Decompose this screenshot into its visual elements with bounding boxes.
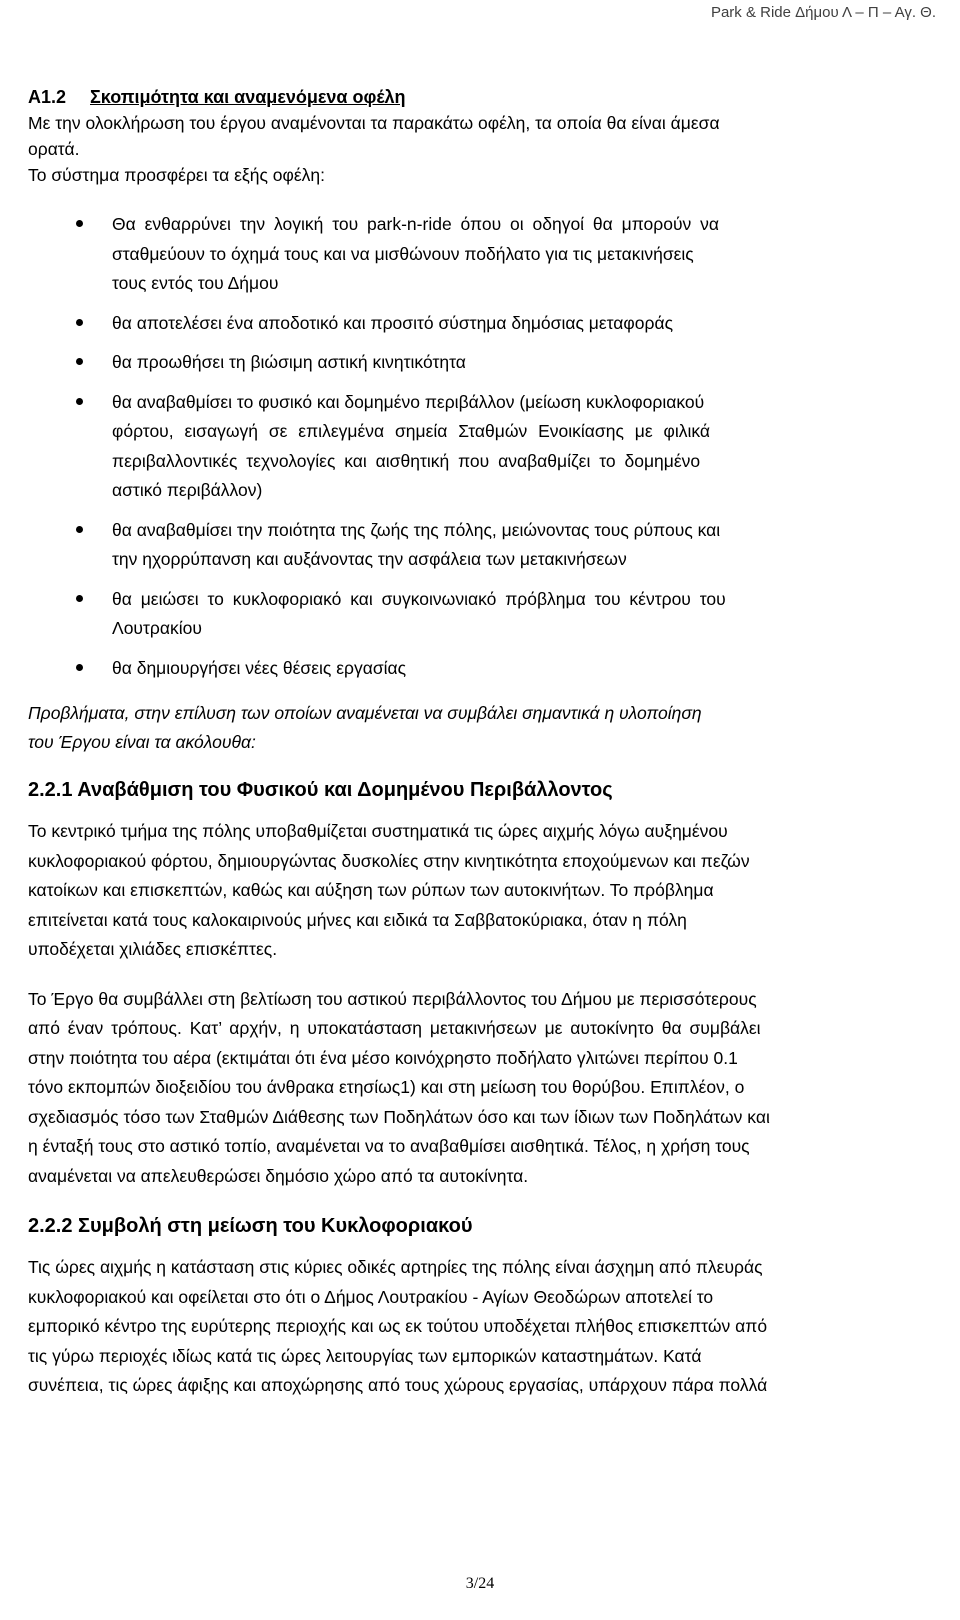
bullet-line: σταθμεύουν το όχημά τους και να μισθώνουν ποδήλατο για τις μετακινήσεις [112,243,694,264]
bullet-line: θα αναβαθμίσει το φυσικό και δομημένο περιβάλλον (μείωση κυκλοφοριακού [112,391,705,412]
paragraph-line: αναμένεται να απελευθερώσει δημόσιο χώρο από τα αυτοκίνητα. [28,1165,529,1186]
paragraph-line: κυκλοφοριακού και οφείλεται στο ότι ο Δήμος Λουτρακίου - Αγίων Θεοδώρων αποτελεί το [28,1286,714,1307]
bullet-line: περιβαλλοντικές τεχνολογίες και αισθητική που αναβαθμίζει το δομημένο [112,450,701,471]
bullet-line: Θα ενθαρρύνει την λογική του park-n-ride όπου οι οδηγοί θα μπορούν να [112,214,720,234]
list-item [28,210,928,299]
section-heading-221: 2.2.1 Αναβάθμιση του Φυσικού και Δομημένου Περιβάλλοντος [28,779,613,801]
bullet-icon [76,664,83,671]
list-item [28,516,928,575]
bullet-line: αστικό περιβάλλον) [112,480,263,500]
paragraph-line: τις γύρω περιοχές ιδίως κατά τις ώρες λειτουργίας των εμπορικών καταστημάτων. Κατά [28,1345,702,1366]
section-heading-a12 [28,84,928,110]
bullet-line: θα μειώσει το κυκλοφοριακό και συγκοινωνιακό πρόβλημα του κέντρου του [112,588,726,609]
paragraph-line: στην ποιότητα του αέρα (εκτιμάται ότι ένα μέσο κοινόχρηστο ποδήλατο γλιτώνει περίπου 0.1 [28,1047,738,1068]
paragraph-line: κυκλοφοριακού φόρτου, δημιουργώντας δυσκολίες στην κινητικότητα εποχούμενων και πεζών [28,850,750,871]
bullet-icon [76,595,83,602]
list-item [28,348,928,378]
paragraph-line: από έναν τρόπους. Κατ’ αρχήν, η υποκατάσταση μετακινήσεων με αυτοκίνητο θα συμβάλει [28,1018,761,1038]
bullet-line: την ηχορρύπανση και αυξάνοντας την ασφάλεια των μετακινήσεων [112,549,627,569]
paragraph-line: η ένταξή τους στο αστικό τοπίο, αναμένεται να το αναβαθμίσει αισθητικά. Τέλος, η χρήση τους [28,1136,750,1156]
paragraph-line: συνέπεια, τις ώρες άφιξης και αποχώρησης από τους χώρους εργασίας, υπάρχουν πάρα πολλά [28,1375,768,1395]
bullet-line: φόρτου, εισαγωγή σε επιλεγμένα σημεία Σταθμών Ενοικίασης με φιλικά [112,421,711,441]
paragraph-line: υποδέχεται χιλιάδες επισκέπτες. [28,939,278,959]
list-item [28,388,928,506]
bullet-icon [76,398,83,405]
bullet-line: τους εντός του Δήμου [112,273,279,293]
paragraph [28,985,928,1192]
problems-intro [28,699,928,757]
paragraph-line: κατοίκων και επισκεπτών, καθώς και αύξηση των ρύπων των αυτοκινήτων. Το πρόβλημα [28,880,714,900]
paragraph-line: εμπορικό κέντρο της ευρύτερης περιοχής και ως εκ τούτου υποδέχεται πλήθος επισκεπτών από [28,1316,768,1336]
paragraph-line: Το κεντρικό τμήμα της πόλης υποβαθμίζεται συστηματικά τις ώρες αιχμής λόγω αυξημένου [28,821,728,841]
paragraph-line: σχεδιασμός τόσο των Σταθμών Διάθεσης των Ποδηλάτων όσο και των ίδιων των Ποδηλάτων και [28,1106,770,1127]
page-number: 3/24 [465,1575,495,1592]
bullet-line: θα αναβαθμίσει την ποιότητα της ζωής της πόλης, μειώνοντας τους ρύπους και [112,519,721,540]
bullet-line: Λουτρακίου [112,618,202,638]
running-header: Park & Ride Δήμου Λ – Π – Αγ. Θ. [710,4,936,21]
paragraph-line: επιτείνεται κατά τους καλοκαιρινούς μήνες και ειδικά τα Σαββατοκύριακα, όταν η πόλη [28,909,687,930]
bullet-line: θα αποτελέσει ένα αποδοτικό και προσιτό σύστημα δημόσιας μεταφοράς [112,312,674,333]
paragraph [28,1253,928,1401]
intro-line: Με την ολοκλήρωση του έργου αναμένονται τα παρακάτω οφέλη, τα οποία θα είναι άμεσα [28,113,720,133]
paragraph [28,817,928,965]
bullet-icon [76,319,83,326]
paragraph-line: Τις ώρες αιχμής η κατάσταση στις κύριες οδικές αρτηρίες της πόλης είναι άσχημη από πλευράς [28,1257,763,1277]
problems-intro-line: του Έργου είναι τα ακόλουθα: [28,732,256,752]
document-body [28,84,928,1421]
benefits-list [28,210,928,683]
bullet-line: θα προωθήσει τη βιώσιμη αστική κινητικότητα [112,352,466,372]
paragraph-line: τόνο εκπομπών διοξειδίου του άνθρακα ετησίως1) και στη μείωση του θορύβου. Επιπλέον, ο [28,1077,745,1097]
intro-line: Το σύστημα προσφέρει τα εξής οφέλη: [28,165,325,185]
bullet-icon [76,358,83,365]
intro-line: ορατά. [28,139,80,159]
list-item [28,585,928,644]
paragraph-line: Το Έργο θα συμβάλλει στη βελτίωση του αστικού περιβάλλοντος του Δήμου με περισσότερους [28,988,757,1009]
bullet-line: θα δημιουργήσει νέες θέσεις εργασίας [112,657,407,678]
problems-intro-line: Προβλήματα, στην επίλυση των οποίων αναμένεται να συμβάλει σημαντικά η υλοποίηση [28,703,702,723]
list-item [28,309,928,339]
section-heading-222: 2.2.2 Συμβολή στη μείωση του Κυκλοφοριακού [28,1215,473,1237]
section-number: Α1.2 [28,87,67,107]
bullet-icon [76,526,83,533]
bullet-icon [76,220,83,227]
section-title: Σκοπιμότητα και αναμενόμενα οφέλη [90,87,406,107]
list-item [28,654,928,684]
